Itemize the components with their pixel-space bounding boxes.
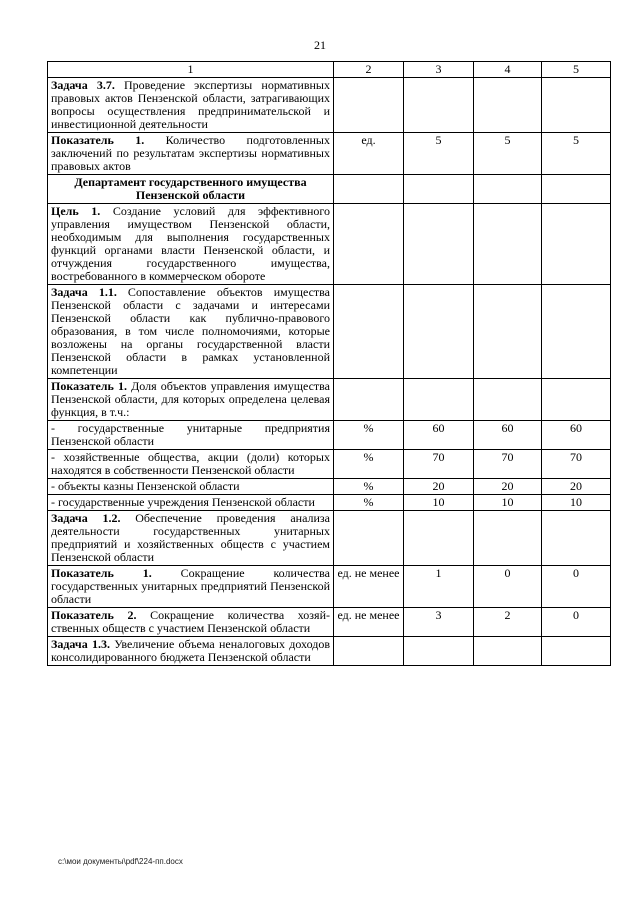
value-cell: 20 (404, 479, 474, 495)
unit-cell (334, 379, 404, 421)
unit-cell: ед. не менее (334, 608, 404, 637)
row-description (48, 495, 334, 511)
value-cell (474, 175, 542, 204)
value-cell (404, 204, 474, 285)
value-cell (404, 285, 474, 379)
unit-cell (334, 511, 404, 566)
value-cell: 5 (542, 133, 611, 175)
value-cell (542, 285, 611, 379)
value-cell: 60 (474, 421, 542, 450)
value-cell: 0 (542, 608, 611, 637)
value-cell: 20 (542, 479, 611, 495)
row-text: Количество подготовленных заключений по результатам экспертизы нормативных правовых актов (51, 133, 330, 173)
page-number: 21 (314, 38, 326, 52)
row-lead-label: Цель 1. (51, 204, 101, 218)
table-row (48, 511, 611, 566)
indicators-table (47, 61, 611, 666)
value-cell (474, 78, 542, 133)
table-row (48, 479, 611, 495)
value-cell (542, 511, 611, 566)
value-cell: 1 (404, 566, 474, 608)
value-cell: 10 (404, 495, 474, 511)
row-text: - государственные учреждения Пензенской области (51, 495, 315, 509)
value-cell (542, 637, 611, 666)
row-lead-label: Задача 3.7. (51, 78, 115, 92)
value-cell (542, 78, 611, 133)
row-text: Сокращение количества государственных унитарных предприятий Пензенской области (51, 566, 330, 606)
column-header: 5 (542, 62, 611, 78)
row-text: - хозяйственные общества, акции (доли) которых находятся в собственности Пензенской области (51, 450, 330, 477)
row-lead-label: Задача 1.1. (51, 285, 117, 299)
value-cell: 20 (474, 479, 542, 495)
unit-cell (334, 285, 404, 379)
value-cell: 70 (404, 450, 474, 479)
value-cell: 2 (474, 608, 542, 637)
row-description (48, 285, 334, 379)
row-description (48, 637, 334, 666)
row-text: Увеличение объема неналоговых доходов консолидированного бюджета Пензенской области (51, 637, 330, 664)
row-lead-label: Показатель 1. (51, 379, 127, 393)
table-row (48, 608, 611, 637)
table-row (48, 566, 611, 608)
department-heading: Департамент государственного имущества Пензенской области (74, 175, 307, 202)
value-cell (404, 78, 474, 133)
value-cell: 10 (542, 495, 611, 511)
table-row (48, 285, 611, 379)
row-description (48, 379, 334, 421)
value-cell (404, 637, 474, 666)
row-text: - государственные унитарные предприятия Пензенской области (51, 421, 330, 448)
unit-cell (334, 175, 404, 204)
unit-cell: % (334, 495, 404, 511)
value-cell: 60 (542, 421, 611, 450)
value-cell: 5 (404, 133, 474, 175)
row-lead-label: Показатель 1. (51, 133, 145, 147)
row-lead-label: Задача 1.2. (51, 511, 121, 525)
row-description (48, 479, 334, 495)
row-text: - объекты казны Пензенской области (51, 479, 240, 493)
unit-cell: ед. не менее (334, 566, 404, 608)
table-row (48, 637, 611, 666)
value-cell: 10 (474, 495, 542, 511)
row-text: Доля объектов управления имущества Пензенской области, для которых определена целевая функция, в т.ч.: (51, 379, 330, 419)
table-header-row (48, 62, 611, 78)
value-cell (542, 379, 611, 421)
value-cell: 5 (474, 133, 542, 175)
row-description (48, 78, 334, 133)
value-cell: 3 (404, 608, 474, 637)
row-text: Создание условий для эффективного управления имуществом Пензенской области, необходимым для выполнения государственных функций органами власти Пензенской области, и отчуждения государственного имущества, востребованного в коммерческом обороте (51, 204, 330, 283)
unit-cell: ед. (334, 133, 404, 175)
table-row (48, 421, 611, 450)
value-cell (474, 379, 542, 421)
table-row (48, 450, 611, 479)
value-cell: 0 (542, 566, 611, 608)
table-row (48, 175, 611, 204)
value-cell: 70 (474, 450, 542, 479)
column-header: 1 (48, 62, 334, 78)
row-text: Проведение экспертизы нормативных правовых актов Пензенской области, затрагивающих вопросы осуществления предпринимательской и инвестиционной деятельности (51, 78, 330, 131)
value-cell (474, 285, 542, 379)
value-cell (404, 511, 474, 566)
value-cell: 60 (404, 421, 474, 450)
value-cell (542, 204, 611, 285)
table-row (48, 379, 611, 421)
row-lead-label: Задача 1.3. (51, 637, 110, 651)
row-lead-label: Показатель 1. (51, 566, 152, 580)
value-cell (474, 204, 542, 285)
table-row (48, 204, 611, 285)
value-cell (404, 175, 474, 204)
column-header: 3 (404, 62, 474, 78)
value-cell (474, 511, 542, 566)
value-cell: 0 (474, 566, 542, 608)
row-description (48, 566, 334, 608)
table-row (48, 495, 611, 511)
table-row (48, 78, 611, 133)
row-text: Обеспечение проведения анализа деятельности государственных унитарных предприятий и хозяйственных обществ с участием Пензенской области (51, 511, 330, 564)
unit-cell (334, 78, 404, 133)
value-cell (542, 175, 611, 204)
row-description (48, 204, 334, 285)
column-header: 4 (474, 62, 542, 78)
value-cell (404, 379, 474, 421)
value-cell: 70 (542, 450, 611, 479)
row-text: Сопоставление объектов имущества Пензенской области с задачами и интересами Пензенской области как публично-правового образования, в том числе полномочиями, которые возложены на органы государственной власти Пензенской области в рамках установленной компетенции (51, 285, 330, 377)
row-text: Сокращение количества хозяйственных обществ с участием Пензенской области (51, 608, 330, 635)
row-lead-label: Показатель 2. (51, 608, 137, 622)
unit-cell: % (334, 479, 404, 495)
unit-cell: % (334, 421, 404, 450)
row-description (48, 450, 334, 479)
row-description (48, 133, 334, 175)
row-description (48, 608, 334, 637)
column-header: 2 (334, 62, 404, 78)
row-description (48, 421, 334, 450)
value-cell (474, 637, 542, 666)
unit-cell (334, 204, 404, 285)
unit-cell (334, 637, 404, 666)
row-description (48, 511, 334, 566)
row-description (48, 175, 334, 204)
unit-cell: % (334, 450, 404, 479)
file-path-footer: c:\мои документы\pdf\224-пп.docx (58, 857, 183, 866)
table-row (48, 133, 611, 175)
